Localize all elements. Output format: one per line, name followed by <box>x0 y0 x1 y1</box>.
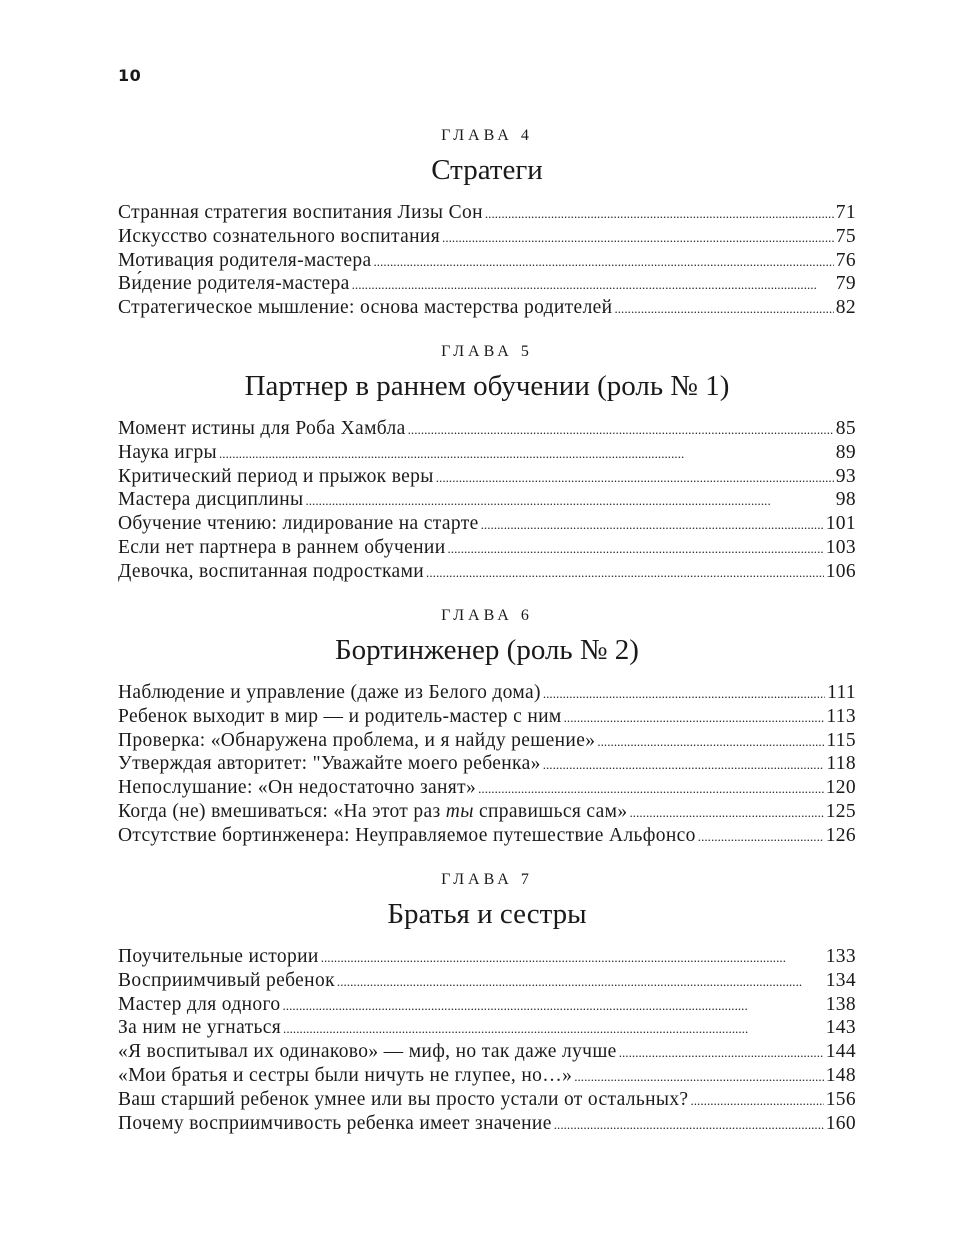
page-number: 10 <box>118 66 142 85</box>
toc-entry-page: 118 <box>826 753 856 775</box>
dot-leader <box>481 512 824 537</box>
toc-entry[interactable] <box>118 1040 856 1064</box>
chapter-4 <box>118 127 856 320</box>
toc-entry[interactable] <box>118 993 856 1017</box>
toc-entry-title: Поучительные истории <box>118 946 319 967</box>
toc-entry-title: Наблюдение и управление (даже из Белого дома) <box>118 682 541 703</box>
toc-entry[interactable] <box>118 945 856 969</box>
dot-leader <box>564 705 825 730</box>
toc-entry-title-part: Когда (не) вмешиваться: «На этот раз <box>118 800 446 822</box>
chapter-label: ГЛАВА 7 <box>441 871 533 888</box>
chapter-title: Бортинженер (роль № 2) <box>335 634 639 666</box>
chapter-7 <box>118 871 856 1135</box>
toc-entry-page: 113 <box>826 705 856 727</box>
toc-entry-title: Стратегическое мышление: основа мастерства родителей <box>118 297 613 319</box>
toc-entry-page: 134 <box>825 969 856 991</box>
toc-entry-title: «Я воспитывал их одинаково» — миф, но так даже лучше <box>118 1041 617 1063</box>
toc-entry[interactable] <box>118 1016 856 1040</box>
toc-entry-page: 126 <box>825 824 856 846</box>
toc-entry[interactable] <box>118 512 856 536</box>
dot-leader <box>614 296 833 321</box>
toc-entry-title: Отсутствие бортинженера: Неуправляемое путешествие Альфонсо <box>118 824 696 846</box>
toc-entry-page: 85 <box>835 418 856 439</box>
dot-leader <box>543 681 825 706</box>
toc-entry-page: 138 <box>825 993 856 1015</box>
toc-entry-page: 143 <box>825 1017 856 1039</box>
toc-entry-title: Наука игры <box>118 441 217 463</box>
dot-leader <box>543 752 825 777</box>
dot-leader <box>282 993 823 1018</box>
dot-leader <box>426 560 824 585</box>
toc-entry-page: 93 <box>835 465 856 487</box>
toc-entry-title: Критический период и прыжок веры <box>118 465 434 487</box>
dot-leader <box>352 272 834 297</box>
toc-entry[interactable] <box>118 824 856 848</box>
chapter-label: ГЛАВА 4 <box>441 127 533 144</box>
toc-entry-title: Непослушание: «Он недостаточно занят» <box>118 777 477 799</box>
toc-entry[interactable] <box>118 681 856 705</box>
toc-entry-page: 111 <box>827 682 856 703</box>
toc-entry-title: Мастера дисциплины <box>118 489 304 511</box>
toc-entry[interactable] <box>118 1112 856 1136</box>
toc-entry-title: Мотивация родителя-мастера <box>118 249 372 271</box>
dot-leader <box>574 1064 823 1089</box>
chapter-5 <box>118 343 856 584</box>
toc-entry-page: 156 <box>825 1088 856 1110</box>
dot-leader <box>436 465 834 490</box>
toc-entry-title: Утверждая авторитет: "Уважайте моего ребенка» <box>118 753 541 775</box>
toc-entry-page: 133 <box>825 946 856 967</box>
chapter-title: Братья и сестры <box>387 898 587 930</box>
dot-leader <box>448 536 824 561</box>
dot-leader <box>485 201 834 226</box>
toc-entry-title: «Мои братья и сестры были ничуть не глупее, но…» <box>118 1064 573 1086</box>
dot-leader <box>337 969 824 994</box>
toc-entry-title: Ви́дение родителя-мастера <box>118 273 350 295</box>
toc-entry[interactable] <box>118 488 856 512</box>
dot-leader <box>690 1088 823 1113</box>
toc-entry[interactable] <box>118 296 856 320</box>
toc-entry[interactable] <box>118 1064 856 1088</box>
toc-entry-title <box>118 800 627 824</box>
toc-entry-page: 98 <box>835 489 856 511</box>
toc-entry[interactable] <box>118 560 856 584</box>
toc-entry-title: Проверка: «Обнаружена проблема, и я найду решение» <box>118 729 596 751</box>
toc-entry-page: 71 <box>835 202 856 223</box>
toc-entry[interactable] <box>118 441 856 465</box>
dot-leader <box>597 729 824 754</box>
dot-leader <box>629 800 823 825</box>
toc-entry[interactable] <box>118 249 856 273</box>
toc-entry-title: Если нет партнера в раннем обучении <box>118 536 446 558</box>
toc-entry-title: Момент истины для Роба Хамбла <box>118 418 406 439</box>
toc-entry[interactable] <box>118 705 856 729</box>
toc-entry[interactable] <box>118 272 856 296</box>
toc-entry-page: 103 <box>825 536 856 558</box>
toc-entry-page: 148 <box>825 1064 856 1086</box>
toc-entry[interactable] <box>118 969 856 993</box>
dot-leader <box>408 417 834 442</box>
toc-entry-page: 76 <box>835 249 856 271</box>
dot-leader <box>283 1016 824 1041</box>
toc-entry[interactable] <box>118 417 856 441</box>
toc-entry-title: Почему восприимчивость ребенка имеет значение <box>118 1112 552 1134</box>
dot-leader <box>305 488 833 513</box>
chapter-label: ГЛАВА 6 <box>441 607 533 624</box>
chapter-label: ГЛАВА 5 <box>441 343 533 360</box>
toc-entry[interactable] <box>118 465 856 489</box>
dot-leader <box>321 945 824 970</box>
dot-leader <box>219 441 834 466</box>
toc-entry-page: 115 <box>826 729 856 751</box>
dot-leader <box>619 1040 824 1065</box>
toc-entry-title: Восприимчивый ребенок <box>118 969 335 991</box>
toc-entry[interactable] <box>118 201 856 225</box>
chapter-6 <box>118 607 856 848</box>
dot-leader <box>478 776 824 801</box>
dot-leader <box>374 249 834 274</box>
toc-entry-page: 106 <box>825 560 856 582</box>
toc-entry[interactable] <box>118 776 856 800</box>
toc-entry-page: 160 <box>825 1112 856 1134</box>
toc-entry-title: Ваш старший ребенок умнее или вы просто устали от остальных? <box>118 1088 689 1110</box>
toc-entry-page: 120 <box>825 777 856 799</box>
toc-entry-title: За ним не угнаться <box>118 1017 282 1039</box>
toc-entry-page: 75 <box>835 225 856 247</box>
dot-leader <box>554 1112 824 1137</box>
toc-entry[interactable] <box>118 800 856 824</box>
toc-entry-page: 82 <box>835 297 856 319</box>
dot-leader <box>698 824 824 849</box>
toc-entry-page: 89 <box>835 441 856 463</box>
toc-entry-title: Обучение чтению: лидирование на старте <box>118 513 479 535</box>
toc-entry-title-part: справишься сам» <box>473 800 628 822</box>
toc-entry[interactable] <box>118 752 856 776</box>
toc-entry-title: Ребенок выходит в мир — и родитель-мастер с ним <box>118 705 562 727</box>
toc-entry-title: Мастер для одного <box>118 993 281 1015</box>
toc-entry[interactable] <box>118 536 856 560</box>
toc-entry-page: 101 <box>825 513 856 535</box>
chapter-title: Партнер в раннем обучении (роль № 1) <box>244 370 730 402</box>
toc-entry[interactable] <box>118 1088 856 1112</box>
toc-entry-page: 79 <box>835 273 856 295</box>
chapter-title: Стратеги <box>431 154 543 186</box>
toc-entry-title-emphasis: ты <box>445 800 474 822</box>
toc-entry-page: 144 <box>825 1041 856 1063</box>
toc-entry[interactable] <box>118 225 856 249</box>
toc-entry[interactable] <box>118 729 856 753</box>
toc-entry-page: 125 <box>825 800 856 822</box>
toc-entry-title: Странная стратегия воспитания Лизы Сон <box>118 202 483 223</box>
toc-entry-title: Искусство сознательного воспитания <box>118 225 441 247</box>
dot-leader <box>442 225 834 250</box>
toc-entry-title: Девочка, воспитанная подростками <box>118 560 425 582</box>
